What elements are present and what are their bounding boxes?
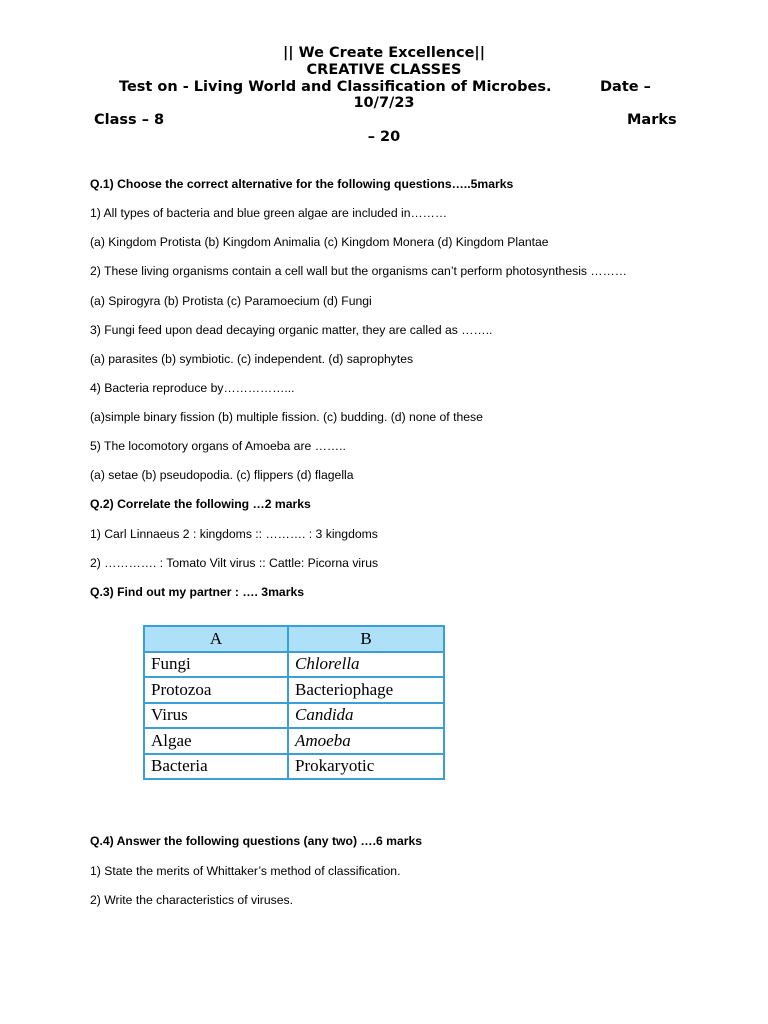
q4-heading: Q.4) Answer the following questions (any two) ….6 marks (90, 834, 423, 848)
marks-value: – 20 (367, 129, 401, 145)
class-label: Class – 8 (94, 112, 165, 128)
q4-item-2: 2) Write the characteristics of viruses. (90, 893, 293, 907)
table-row (144, 728, 444, 754)
q1-item-3-options: (a) parasites (b) symbiotic. (c) independent. (d) saprophytes (90, 352, 414, 366)
institute-name: CREATIVE CLASSES (306, 62, 462, 78)
table-row (144, 677, 444, 703)
q1-item-4-question: 4) Bacteria reproduce by……………... (90, 381, 295, 395)
header-motto: || We Create Excellence|| (282, 45, 486, 61)
cell-a: Virus (144, 703, 288, 729)
table-row (144, 652, 444, 678)
q2-heading: Q.2) Correlate the following …2 marks (90, 497, 311, 511)
q1-item-3-question: 3) Fungi feed upon dead decaying organic matter, they are called as …….. (90, 323, 493, 337)
q3-heading: Q.3) Find out my partner : …. 3marks (90, 585, 305, 599)
marks-label: Marks (627, 112, 677, 128)
column-b-header: B (288, 626, 444, 652)
q1-item-4-options: (a)simple binary fission (b) multiple fission. (c) budding. (d) none of these (90, 410, 483, 424)
cell-b: Bacteriophage (288, 677, 444, 703)
table-header-row (144, 626, 444, 652)
q1-item-2-options: (a) Spirogyra (b) Protista (c) Paramoecium (d) Fungi (90, 294, 372, 308)
cell-b: Prokaryotic (288, 754, 444, 780)
q1-item-2-question: 2) These living organisms contain a cell wall but the organisms can’t perform photosynthesis ……… (90, 264, 627, 278)
cell-a: Algae (144, 728, 288, 754)
table-row (144, 754, 444, 780)
q1-heading: Q.1) Choose the correct alternative for the following questions…..5marks (90, 177, 514, 191)
cell-a: Fungi (144, 652, 288, 678)
q1-item-1-question: 1) All types of bacteria and blue green algae are included in……… (90, 206, 448, 220)
q2-item-2: 2) …………. : Tomato Vilt virus :: Cattle: Picorna virus (90, 556, 379, 570)
cell-a: Protozoa (144, 677, 288, 703)
cell-b: Candida (288, 703, 444, 729)
q1-item-1-options: (a) Kingdom Protista (b) Kingdom Animalia (c) Kingdom Monera (d) Kingdom Plantae (90, 235, 549, 249)
q1-item-5-question: 5) The locomotory organs of Amoeba are …….. (90, 439, 346, 453)
partner-table (143, 625, 445, 780)
q1-item-5-options: (a) setae (b) pseudopodia. (c) flippers (d) flagella (90, 468, 354, 482)
test-title: Test on - Living World and Classification of Microbes. (119, 79, 552, 95)
cell-b: Amoeba (288, 728, 444, 754)
cell-b: Chlorella (288, 652, 444, 678)
cell-a: Bacteria (144, 754, 288, 780)
table-row (144, 703, 444, 729)
q2-item-1: 1) Carl Linnaeus 2 : kingdoms :: ………. : 3 kingdoms (90, 527, 378, 541)
column-a-header: A (144, 626, 288, 652)
date-value: 10/7/23 (353, 95, 415, 111)
q4-item-1: 1) State the merits of Whittaker’s method of classification. (90, 864, 401, 878)
date-label: Date – (600, 79, 651, 95)
